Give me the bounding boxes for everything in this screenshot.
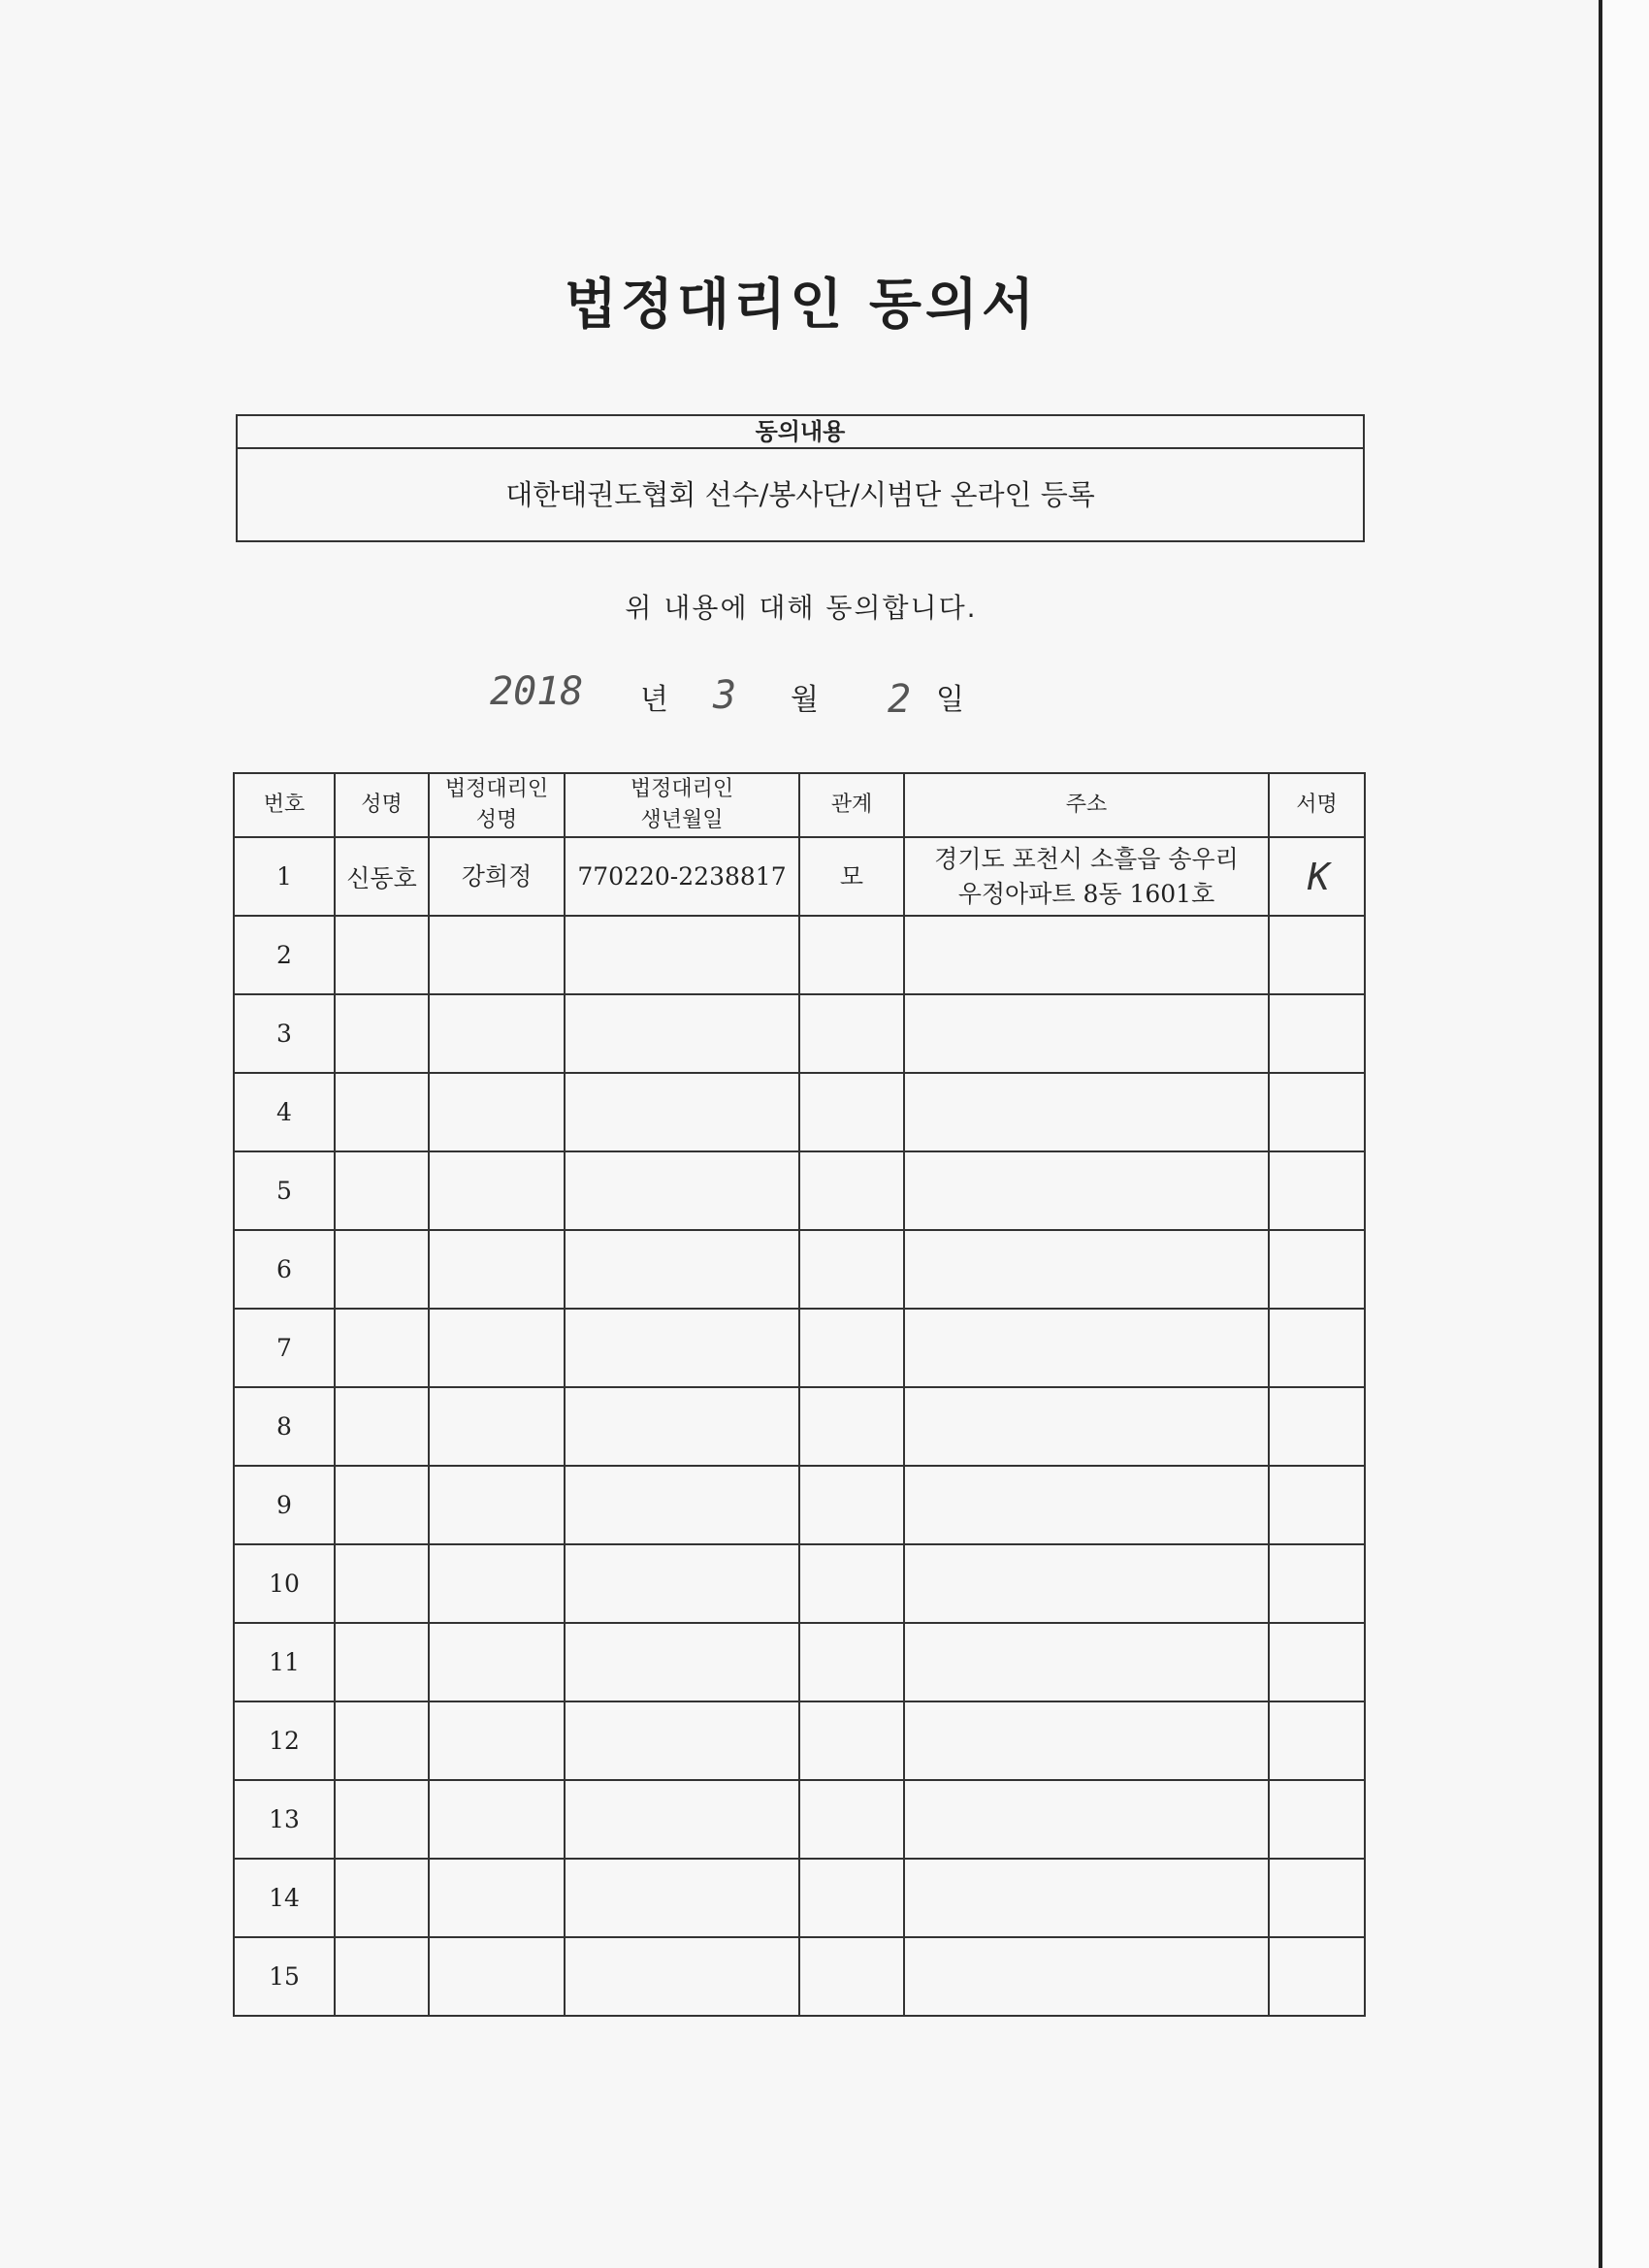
- cell-relation: [799, 916, 904, 994]
- cell-relation: [799, 1387, 904, 1466]
- cell-guardian-birth: [565, 1937, 799, 2016]
- cell-guardian-birth: [565, 1387, 799, 1466]
- cell-signature: [1269, 916, 1365, 994]
- cell-guardian-name: [429, 916, 565, 994]
- consent-content: 대한태권도협회 선수/봉사단/시범단 온라인 등록: [505, 478, 1095, 511]
- day-label: 일: [936, 683, 964, 717]
- cell-guardian-name: 강희정: [429, 837, 565, 916]
- cell-signature: [1269, 1230, 1365, 1309]
- table-row: [234, 1151, 1365, 1230]
- cell-guardian-name: [429, 1780, 565, 1859]
- cell-relation: [799, 1780, 904, 1859]
- handwritten-month: 3: [713, 673, 737, 718]
- header-signature: 서명: [1269, 773, 1365, 837]
- consent-header: 동의내용: [238, 416, 1363, 449]
- cell-relation: [799, 1230, 904, 1309]
- document-title: 법정대리인 동의서: [564, 274, 1039, 337]
- cell-guardian-birth: [565, 916, 799, 994]
- cell-no: 11: [234, 1623, 335, 1701]
- cell-name: [335, 916, 429, 994]
- header-guardian-birth-line2: 생년월일: [640, 808, 724, 832]
- consent-content-box: [236, 414, 1365, 542]
- month-label: 월: [791, 683, 819, 717]
- agreement-statement: 위 내용에 대해 동의합니다.: [625, 592, 978, 624]
- cell-address: [904, 837, 1269, 916]
- cell-signature: [1269, 1387, 1365, 1466]
- cell-no: 1: [234, 837, 335, 916]
- cell-signature: [1269, 1780, 1365, 1859]
- cell-guardian-name: [429, 1073, 565, 1151]
- cell-signature: [1269, 1623, 1365, 1701]
- cell-no: 13: [234, 1780, 335, 1859]
- cell-guardian-name: [429, 1544, 565, 1623]
- cell-guardian-name: [429, 994, 565, 1073]
- cell-name: [335, 994, 429, 1073]
- cell-guardian-name: [429, 1859, 565, 1937]
- cell-relation: [799, 1544, 904, 1623]
- cell-guardian-name: [429, 1623, 565, 1701]
- scan-margin: [1602, 0, 1649, 2268]
- cell-address: [904, 1387, 1269, 1466]
- cell-guardian-birth: [565, 1780, 799, 1859]
- cell-name: [335, 1780, 429, 1859]
- cell-signature: [1269, 1309, 1365, 1387]
- cell-no: 15: [234, 1937, 335, 2016]
- cell-name: [335, 1151, 429, 1230]
- cell-relation: [799, 1937, 904, 2016]
- cell-name: [335, 1701, 429, 1780]
- header-guardian-birth: [565, 773, 799, 837]
- cell-relation: [799, 994, 904, 1073]
- cell-guardian-name: [429, 1466, 565, 1544]
- cell-address: [904, 1230, 1269, 1309]
- cell-name: [335, 1387, 429, 1466]
- table-row: [234, 1544, 1365, 1623]
- cell-no: 9: [234, 1466, 335, 1544]
- cell-no: 5: [234, 1151, 335, 1230]
- table-row: [234, 1623, 1365, 1701]
- cell-name: [335, 1466, 429, 1544]
- cell-no: 7: [234, 1309, 335, 1387]
- cell-signature: [1269, 1859, 1365, 1937]
- cell-guardian-name: [429, 1230, 565, 1309]
- table-row: [234, 1780, 1365, 1859]
- handwritten-year: 2018: [490, 669, 584, 714]
- cell-guardian-birth: [565, 1309, 799, 1387]
- cell-guardian-name: [429, 1387, 565, 1466]
- cell-guardian-name: [429, 1937, 565, 2016]
- table-row: [234, 1387, 1365, 1466]
- cell-relation: [799, 1859, 904, 1937]
- date-row: [0, 669, 1602, 728]
- cell-guardian-name: [429, 1309, 565, 1387]
- cell-signature: [1269, 1073, 1365, 1151]
- cell-no: 14: [234, 1859, 335, 1937]
- cell-relation: 모: [799, 837, 904, 916]
- cell-name: [335, 1073, 429, 1151]
- cell-guardian-name: [429, 1701, 565, 1780]
- table-row: [234, 1859, 1365, 1937]
- cell-name: [335, 1937, 429, 2016]
- cell-guardian-birth: [565, 1544, 799, 1623]
- header-guardian-name-line1: 법정대리인: [444, 777, 549, 801]
- table-row: [234, 1230, 1365, 1309]
- cell-relation: [799, 1466, 904, 1544]
- cell-name: 신동호: [335, 837, 429, 916]
- cell-guardian-birth: [565, 1623, 799, 1701]
- cell-name: [335, 1544, 429, 1623]
- year-label: 년: [640, 683, 668, 717]
- cell-guardian-birth: [565, 1230, 799, 1309]
- cell-guardian-birth: [565, 994, 799, 1073]
- cell-address: [904, 1937, 1269, 2016]
- guardian-table: [233, 772, 1366, 2017]
- table-row: [234, 1937, 1365, 2016]
- cell-address: [904, 1309, 1269, 1387]
- table-header-row: [234, 773, 1365, 837]
- cell-address: [904, 1073, 1269, 1151]
- cell-signature: [1269, 1701, 1365, 1780]
- cell-address: [904, 1623, 1269, 1701]
- cell-address-line2: 우정아파트 8동 1601호: [957, 879, 1215, 908]
- table-row: [234, 1701, 1365, 1780]
- cell-name: [335, 1859, 429, 1937]
- cell-guardian-birth: [565, 1859, 799, 1937]
- cell-no: 2: [234, 916, 335, 994]
- table-row: [234, 1309, 1365, 1387]
- cell-address: [904, 916, 1269, 994]
- cell-no: 3: [234, 994, 335, 1073]
- cell-relation: [799, 1623, 904, 1701]
- cell-relation: [799, 1701, 904, 1780]
- cell-no: 8: [234, 1387, 335, 1466]
- cell-address: [904, 1151, 1269, 1230]
- cell-signature: [1269, 1544, 1365, 1623]
- cell-relation: [799, 1151, 904, 1230]
- header-guardian-name-line2: 성명: [475, 808, 518, 832]
- cell-no: 4: [234, 1073, 335, 1151]
- header-no: 번호: [234, 773, 335, 837]
- cell-signature: [1269, 994, 1365, 1073]
- cell-guardian-birth: [565, 1701, 799, 1780]
- cell-address: [904, 1544, 1269, 1623]
- cell-address-line1: 경기도 포천시 소흘읍 송우리: [934, 844, 1239, 873]
- header-address: 주소: [904, 773, 1269, 837]
- handwritten-signature: K: [1308, 855, 1326, 898]
- table-row: [234, 1073, 1365, 1151]
- header-guardian-birth-line1: 법정대리인: [630, 777, 734, 801]
- cell-guardian-birth: [565, 1466, 799, 1544]
- cell-address: [904, 1780, 1269, 1859]
- cell-name: [335, 1230, 429, 1309]
- header-guardian-name: [429, 773, 565, 837]
- cell-address: [904, 1466, 1269, 1544]
- header-name: 성명: [335, 773, 429, 837]
- cell-guardian-birth: 770220-2238817: [565, 837, 799, 916]
- cell-guardian-birth: [565, 1151, 799, 1230]
- cell-name: [335, 1309, 429, 1387]
- cell-address: [904, 1701, 1269, 1780]
- header-relation: 관계: [799, 773, 904, 837]
- cell-relation: [799, 1309, 904, 1387]
- cell-address: [904, 994, 1269, 1073]
- cell-guardian-name: [429, 1151, 565, 1230]
- cell-signature: [1269, 1937, 1365, 2016]
- table-row: [234, 1466, 1365, 1544]
- table-row: [234, 837, 1365, 916]
- cell-relation: [799, 1073, 904, 1151]
- cell-signature: [1269, 1151, 1365, 1230]
- table-row: [234, 916, 1365, 994]
- table-row: [234, 994, 1365, 1073]
- cell-no: 6: [234, 1230, 335, 1309]
- cell-address: [904, 1859, 1269, 1937]
- cell-signature: [1269, 837, 1365, 916]
- cell-signature: [1269, 1466, 1365, 1544]
- handwritten-day: 2: [888, 677, 912, 722]
- cell-guardian-birth: [565, 1073, 799, 1151]
- cell-no: 12: [234, 1701, 335, 1780]
- cell-name: [335, 1623, 429, 1701]
- cell-no: 10: [234, 1544, 335, 1623]
